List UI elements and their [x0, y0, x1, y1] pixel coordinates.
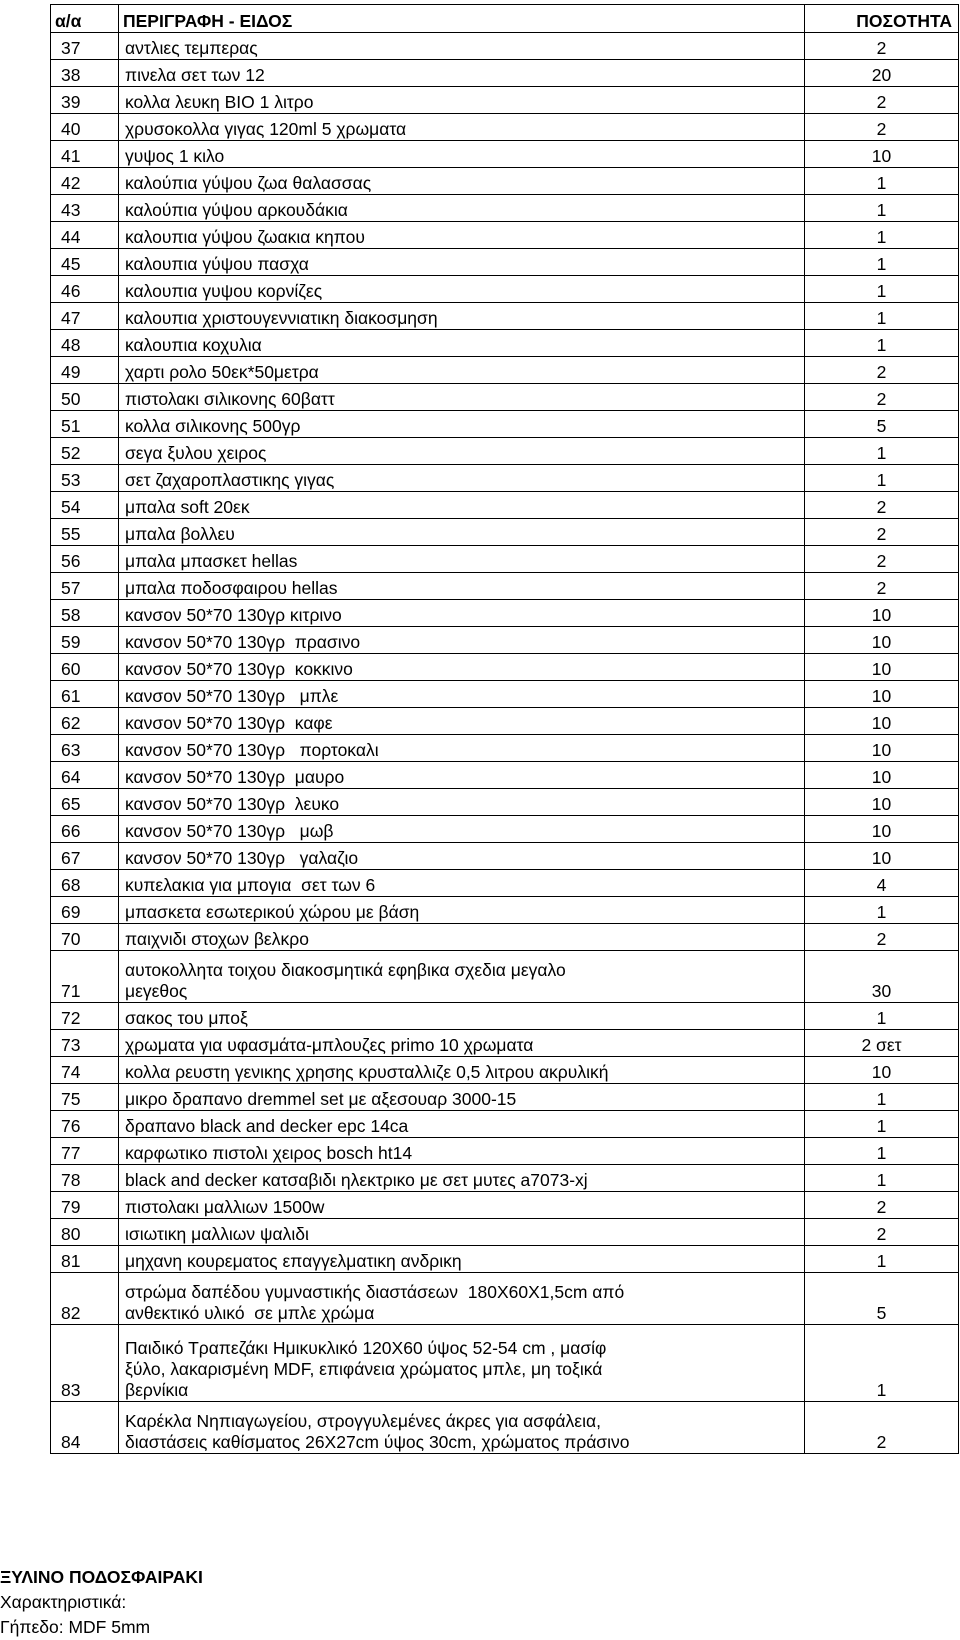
table-row [51, 1057, 959, 1084]
table-row [51, 195, 959, 222]
row-quantity: 30 [805, 951, 959, 1003]
row-number: 78 [51, 1165, 119, 1192]
table-row [51, 1165, 959, 1192]
header-number: α/α [51, 5, 119, 33]
row-quantity: 1 [805, 195, 959, 222]
table-row [51, 1192, 959, 1219]
row-description: κανσον 50*70 130γρ κιτρινο [119, 600, 805, 627]
row-description: καλουπια γύψου ζωακια κηπου [119, 222, 805, 249]
row-number: 43 [51, 195, 119, 222]
row-quantity: 10 [805, 681, 959, 708]
row-description: black and decker κατσαβιδι ηλεκτρικο με σετ μυτες a7073-xj [119, 1165, 805, 1192]
description-line: αυτοκολλητα τοιχου διακοσμητικά εφηβικα σχεδια μεγαλο [125, 960, 566, 980]
row-number: 54 [51, 492, 119, 519]
row-quantity: 1 [805, 465, 959, 492]
table-row [51, 546, 959, 573]
row-quantity: 1 [805, 1246, 959, 1273]
description-line: ξύλο, λακαρισμένη MDF, επιφάνεια χρώματος μπλε, μη τοξικά [125, 1359, 603, 1379]
row-number: 73 [51, 1030, 119, 1057]
row-quantity: 10 [805, 789, 959, 816]
row-description: μπαλα ποδοσφαιρου hellas [119, 573, 805, 600]
row-number: 76 [51, 1111, 119, 1138]
row-number: 72 [51, 1003, 119, 1030]
table-row [51, 87, 959, 114]
row-number: 62 [51, 708, 119, 735]
row-description: μπασκετα εσωτερικού χώρου με βάση [119, 897, 805, 924]
row-description: κολλα ρευστη γενικης χρησης κρυσταλλιζε 0,5 λιτρου ακρυλική [119, 1057, 805, 1084]
row-description: πινελα σετ των 12 [119, 60, 805, 87]
row-description: σετ ζαχαροπλαστικης γιγας [119, 465, 805, 492]
table-row [51, 33, 959, 60]
row-number: 69 [51, 897, 119, 924]
row-quantity: 10 [805, 141, 959, 168]
row-number: 39 [51, 87, 119, 114]
row-quantity: 5 [805, 411, 959, 438]
footer-characteristics-label: Χαρακτηριστικά: [0, 1592, 127, 1612]
table-row [51, 1273, 959, 1325]
row-quantity: 10 [805, 1057, 959, 1084]
row-quantity: 10 [805, 627, 959, 654]
row-description: καλούπια γύψου ζωα θαλασσας [119, 168, 805, 195]
row-quantity: 2 [805, 519, 959, 546]
row-number: 44 [51, 222, 119, 249]
footer-pitch-spec: Γήπεδο: MDF 5mm [0, 1617, 151, 1637]
row-number: 56 [51, 546, 119, 573]
row-quantity: 10 [805, 708, 959, 735]
row-quantity: 2 [805, 1192, 959, 1219]
row-description: κυπελακια για μπογια σετ των 6 [119, 870, 805, 897]
row-quantity: 20 [805, 60, 959, 87]
row-number: 80 [51, 1219, 119, 1246]
table-row [51, 870, 959, 897]
row-quantity: 1 [805, 249, 959, 276]
description-line: στρώμα δαπέδου γυμναστικής διαστάσεων 180Χ60Χ1,5cm από [125, 1282, 625, 1302]
row-description: ισιωτικη μαλλιων ψαλιδι [119, 1219, 805, 1246]
items-table-container [50, 4, 958, 1454]
row-quantity: 1 [805, 1084, 959, 1111]
row-quantity: 10 [805, 600, 959, 627]
table-row [51, 1402, 959, 1454]
row-number: 81 [51, 1246, 119, 1273]
row-number: 60 [51, 654, 119, 681]
row-description: κανσον 50*70 130γρ κοκκινο [119, 654, 805, 681]
row-description: μπαλα μπασκετ hellas [119, 546, 805, 573]
row-quantity: 10 [805, 762, 959, 789]
row-quantity: 2 [805, 87, 959, 114]
row-description: καλουπια γυψου κορνίζες [119, 276, 805, 303]
row-description: κανσον 50*70 130γρ πορτοκαλι [119, 735, 805, 762]
header-quantity: ΠΟΣΟΤΗΤΑ [805, 5, 959, 33]
table-row [51, 330, 959, 357]
row-quantity: 10 [805, 843, 959, 870]
row-description: πιστολακι σιλικονης 60βαττ [119, 384, 805, 411]
row-number: 65 [51, 789, 119, 816]
table-row [51, 708, 959, 735]
row-number: 45 [51, 249, 119, 276]
row-description: κανσον 50*70 130γρ καφε [119, 708, 805, 735]
row-description: καλουπια γύψου πασχα [119, 249, 805, 276]
row-description: καλουπια κοχυλια [119, 330, 805, 357]
table-row [51, 249, 959, 276]
header-description: ΠΕΡΙΓΡΑΦΗ - ΕΙΔΟΣ [119, 5, 805, 33]
row-quantity: 1 [805, 1325, 959, 1402]
table-header-row [51, 5, 959, 33]
row-number: 57 [51, 573, 119, 600]
row-number: 37 [51, 33, 119, 60]
table-row [51, 438, 959, 465]
row-description: χαρτι ρολο 50εκ*50μετρα [119, 357, 805, 384]
row-quantity: 1 [805, 330, 959, 357]
row-description [119, 951, 805, 1003]
row-number: 49 [51, 357, 119, 384]
table-row [51, 519, 959, 546]
description-line: Παιδικό Τραπεζάκι Ημικυκλικό 120Χ60 ύψος 52-54 cm , μασίφ [125, 1338, 607, 1358]
row-number: 79 [51, 1192, 119, 1219]
table-row [51, 897, 959, 924]
row-description: αντλιες τεμπερας [119, 33, 805, 60]
table-row [51, 114, 959, 141]
table-row [51, 1084, 959, 1111]
table-row [51, 141, 959, 168]
row-description: παιχνιδι στοχων βελκρο [119, 924, 805, 951]
row-number: 82 [51, 1273, 119, 1325]
row-quantity: 2 [805, 924, 959, 951]
footer-section [0, 1565, 960, 1640]
row-number: 77 [51, 1138, 119, 1165]
row-number: 68 [51, 870, 119, 897]
row-description: γυψος 1 κιλο [119, 141, 805, 168]
table-row [51, 1246, 959, 1273]
table-row [51, 762, 959, 789]
row-quantity: 1 [805, 1111, 959, 1138]
table-row [51, 654, 959, 681]
table-row [51, 573, 959, 600]
items-table [50, 4, 959, 1454]
description-line: βερνίκια [125, 1380, 189, 1400]
row-number: 53 [51, 465, 119, 492]
row-description: κολλα λευκη BIO 1 λιτρο [119, 87, 805, 114]
row-description: κανσον 50*70 130γρ γαλαζιο [119, 843, 805, 870]
table-row [51, 222, 959, 249]
row-description [119, 1402, 805, 1454]
row-quantity: 2 [805, 492, 959, 519]
table-row [51, 600, 959, 627]
row-description [119, 1273, 805, 1325]
row-quantity: 2 [805, 573, 959, 600]
row-description: σεγα ξυλου χειρος [119, 438, 805, 465]
row-number: 50 [51, 384, 119, 411]
table-row [51, 276, 959, 303]
row-quantity: 1 [805, 1165, 959, 1192]
table-row [51, 735, 959, 762]
table-row [51, 789, 959, 816]
row-quantity: 1 [805, 438, 959, 465]
row-number: 83 [51, 1325, 119, 1402]
table-row [51, 384, 959, 411]
row-description: χρυσοκολλα γιγας 120ml 5 χρωματα [119, 114, 805, 141]
row-number: 67 [51, 843, 119, 870]
table-row [51, 168, 959, 195]
row-description: πιστολακι μαλλιων 1500w [119, 1192, 805, 1219]
row-description: καλουπια χριστουγεννιατικη διακοσμηση [119, 303, 805, 330]
row-quantity: 1 [805, 168, 959, 195]
table-row [51, 411, 959, 438]
row-number: 66 [51, 816, 119, 843]
row-number: 61 [51, 681, 119, 708]
row-quantity: 2 [805, 357, 959, 384]
description-line: διαστάσεις καθίσματος 26Χ27cm ύψος 30cm, χρώματος πράσινο [125, 1432, 630, 1452]
table-body [51, 33, 959, 1454]
row-number: 75 [51, 1084, 119, 1111]
row-quantity: 2 [805, 1219, 959, 1246]
row-number: 74 [51, 1057, 119, 1084]
table-row [51, 492, 959, 519]
row-description: καλούπια γύψου αρκουδάκια [119, 195, 805, 222]
row-quantity: 2 [805, 33, 959, 60]
footer-title: ΞΥΛΙΝΟ ΠΟΔΟΣΦΑΙΡΑΚΙ [0, 1567, 203, 1587]
row-number: 55 [51, 519, 119, 546]
table-row [51, 1219, 959, 1246]
row-quantity: 2 σετ [805, 1030, 959, 1057]
row-number: 41 [51, 141, 119, 168]
row-quantity: 1 [805, 1003, 959, 1030]
row-number: 70 [51, 924, 119, 951]
row-description: κανσον 50*70 130γρ πρασινο [119, 627, 805, 654]
row-quantity: 1 [805, 303, 959, 330]
row-description: κανσον 50*70 130γρ μαυρο [119, 762, 805, 789]
row-number: 42 [51, 168, 119, 195]
table-row [51, 816, 959, 843]
table-row [51, 951, 959, 1003]
description-line: μεγεθος [125, 981, 188, 1001]
table-row [51, 843, 959, 870]
row-quantity: 5 [805, 1273, 959, 1325]
row-quantity: 2 [805, 1402, 959, 1454]
row-description: μικρο δραπανο dremmel set με αξεσουαρ 3000-15 [119, 1084, 805, 1111]
row-number: 52 [51, 438, 119, 465]
row-number: 63 [51, 735, 119, 762]
row-description: κανσον 50*70 130γρ μπλε [119, 681, 805, 708]
table-row [51, 1325, 959, 1402]
table-row [51, 1030, 959, 1057]
row-number: 38 [51, 60, 119, 87]
row-description: μπαλα βολλευ [119, 519, 805, 546]
row-description: χρωματα για υφασμάτα-μπλουζες primo 10 χρωματα [119, 1030, 805, 1057]
row-quantity: 2 [805, 546, 959, 573]
row-number: 59 [51, 627, 119, 654]
row-quantity: 1 [805, 1138, 959, 1165]
row-number: 71 [51, 951, 119, 1003]
table-row [51, 465, 959, 492]
row-description: μπαλα soft 20εκ [119, 492, 805, 519]
row-description: μηχανη κουρεματος επαγγελματικη ανδρικη [119, 1246, 805, 1273]
row-number: 51 [51, 411, 119, 438]
row-number: 40 [51, 114, 119, 141]
row-quantity: 4 [805, 870, 959, 897]
row-quantity: 1 [805, 222, 959, 249]
row-description: καρφωτικο πιστολι χειρος bosch ht14 [119, 1138, 805, 1165]
row-description: σακος του μποξ [119, 1003, 805, 1030]
row-number: 46 [51, 276, 119, 303]
row-number: 58 [51, 600, 119, 627]
description-line: Καρέκλα Νηπιαγωγείου, στρογγυλεμένες άκρες για ασφάλεια, [125, 1411, 601, 1431]
description-line: ανθεκτικό υλικό σε μπλε χρώμα [125, 1303, 375, 1323]
row-quantity: 1 [805, 897, 959, 924]
table-row [51, 681, 959, 708]
row-number: 64 [51, 762, 119, 789]
table-row [51, 357, 959, 384]
row-number: 84 [51, 1402, 119, 1454]
row-description: κολλα σιλικονης 500γρ [119, 411, 805, 438]
table-row [51, 1138, 959, 1165]
row-description: δραπανο black and decker epc 14ca [119, 1111, 805, 1138]
table-row [51, 303, 959, 330]
row-description [119, 1325, 805, 1402]
row-quantity: 10 [805, 816, 959, 843]
row-description: κανσον 50*70 130γρ μωβ [119, 816, 805, 843]
row-quantity: 2 [805, 114, 959, 141]
row-quantity: 10 [805, 654, 959, 681]
table-row [51, 627, 959, 654]
row-description: κανσον 50*70 130γρ λευκο [119, 789, 805, 816]
table-row [51, 924, 959, 951]
row-quantity: 2 [805, 384, 959, 411]
table-row [51, 1111, 959, 1138]
row-quantity: 1 [805, 276, 959, 303]
row-number: 47 [51, 303, 119, 330]
table-row [51, 1003, 959, 1030]
table-row [51, 60, 959, 87]
row-quantity: 10 [805, 735, 959, 762]
row-number: 48 [51, 330, 119, 357]
